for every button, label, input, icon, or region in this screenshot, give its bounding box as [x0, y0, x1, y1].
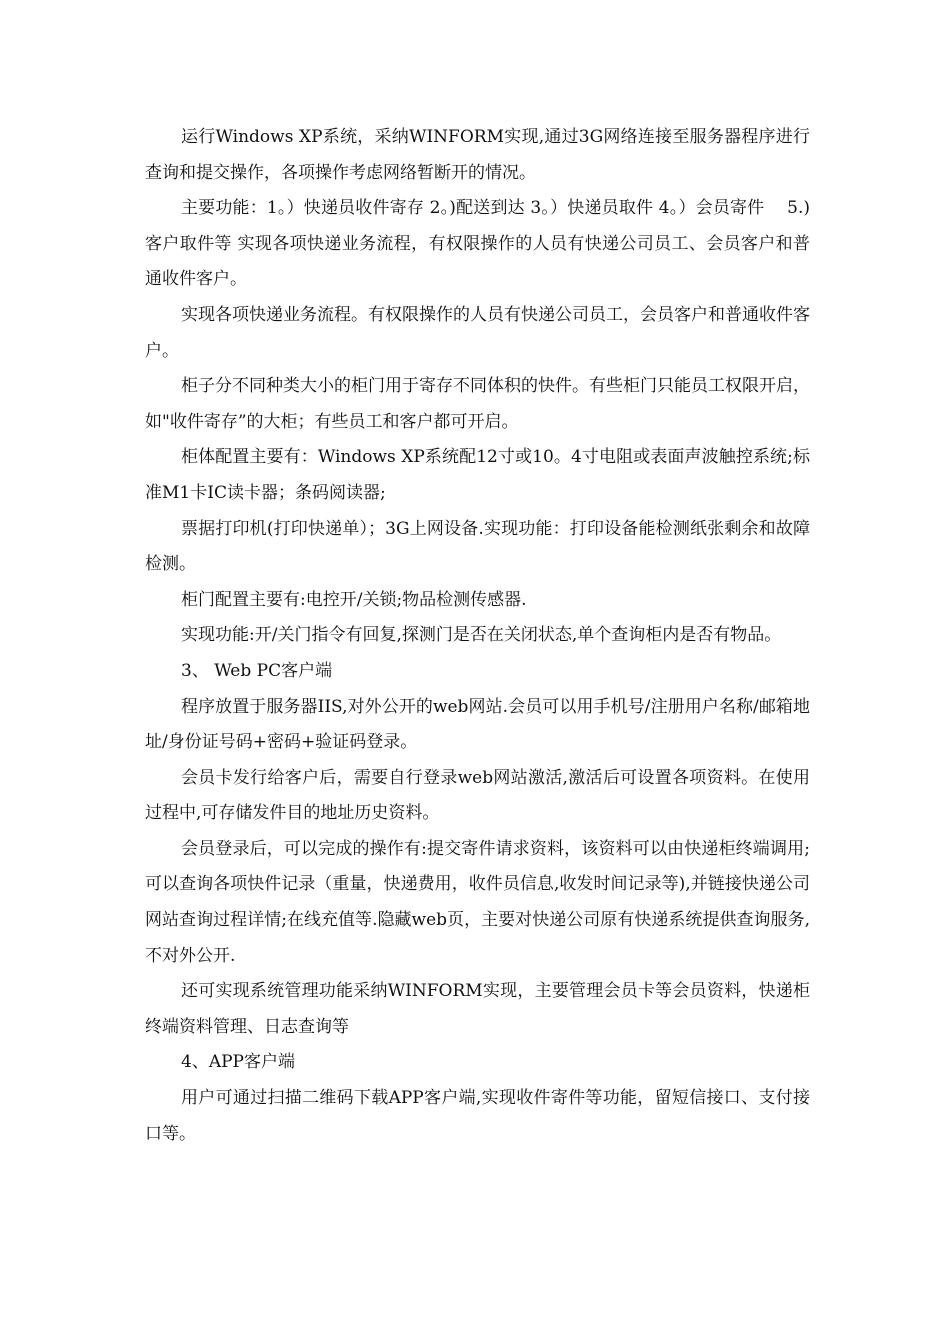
document-body [145, 120, 810, 1152]
paragraph-cabinet-doors: 柜子分不同种类大小的柜门用于寄存不同体积的快件。有些柜门只能员工权限开启，如"收件寄存”的大柜；有些员工和客户都可开启。 [145, 376, 810, 432]
paragraph-app-download: 用户可通过扫描二维码下载APP客户端,实现收件寄件等功能，留短信接口、支付接口等。 [145, 1088, 810, 1144]
section-heading-app-client: 4、APP客户端 [181, 1052, 295, 1073]
section-heading-web-pc-client: 3、 Web PC客户端 [181, 660, 333, 681]
paragraph-member-card: 会员卡发行给客户后，需要自行登录web网站激活,激活后可设置各项资料。在使用过程中,可存储发件目的地址历史资料。 [145, 767, 810, 824]
paragraph-member-operations: 会员登录后，可以完成的操作有:提交寄件请求资料，该资料可以由快递柜终端调用;可以查询各项快件记录（重量，快递费用，收件员信息,收发时间记录等),并链接快递公司网站查询过程详情;在线充值等.隐藏web页，主要对快递公司原有快递系统提供查询服务,不对外公开. [145, 838, 810, 966]
paragraph-main-functions: 主要功能：1。）快递员收件寄存 2。)配送到达 3。）快递员取件 4。）会员寄件 5.)客户取件等 实现各项快递业务流程，有权限操作的人员有快递公司员工、会员客户和普通收件客户。 [145, 198, 810, 290]
paragraph-door-functions: 实现功能:开/关门指令有回复,探测门是否在关闭状态,单个查询柜内是否有物品。 [181, 625, 782, 646]
paragraph-printer: 票据打印机(打印快递单）；3G上网设备.实现功能：打印设备能检测纸张剩余和故障检测。 [145, 518, 810, 575]
paragraph-winform-system: 运行Windows XP系统，采纳WINFORM实现,通过3G网络连接至服务器程序进行查询和提交操作，各项操作考虑网络暂断开的情况。 [145, 127, 810, 183]
paragraph-web-login: 程序放置于服务器IIS,对外公开的web网站.会员可以用手机号/注册用户名称/邮箱地址/身份证号码+密码+验证码登录。 [145, 696, 810, 753]
paragraph-system-management: 还可实现系统管理功能采纳WINFORM实现，主要管理会员卡等会员资料，快递柜终端资料管理、日志查询等 [145, 981, 810, 1037]
paragraph-cabinet-config: 柜体配置主要有：Windows XP系统配12寸或10。4寸电阻或表面声波触控系统;标准M1卡IC读卡器；条码阅读器; [145, 447, 810, 503]
paragraph-business-flow: 实现各项快递业务流程。有权限操作的人员有快递公司员工，会员客户和普通收件客户。 [145, 304, 810, 361]
paragraph-door-config: 柜门配置主要有:电控开/关锁;物品检测传感器. [181, 589, 527, 610]
